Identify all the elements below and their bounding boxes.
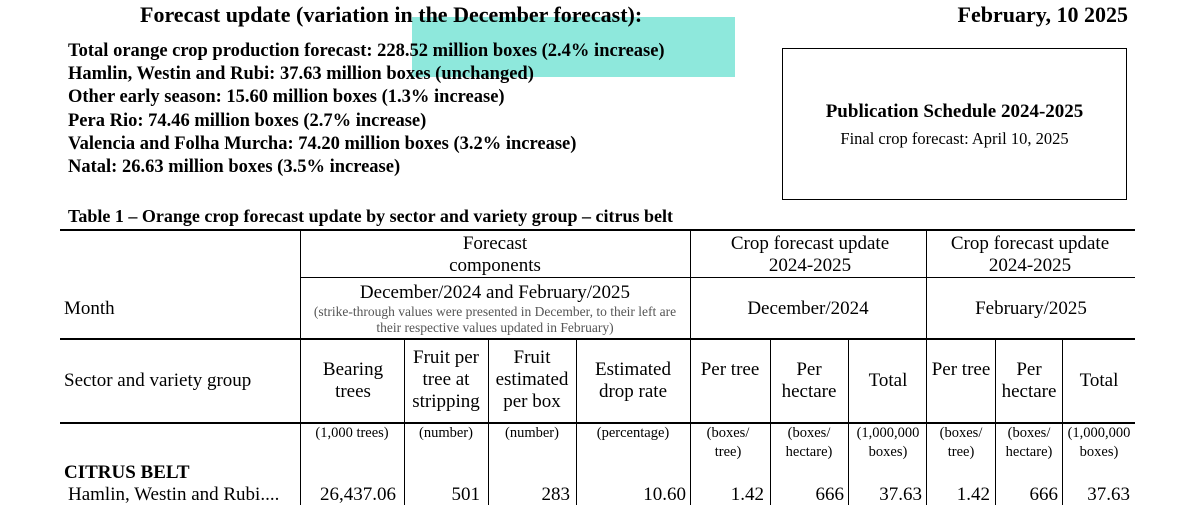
publication-title: Publication Schedule 2024-2025 — [825, 101, 1084, 122]
unit-fruit-per-tree: (number) — [419, 425, 473, 441]
summary-line-natal: Natal: 26.63 million boxes (3.5% increase) — [68, 157, 401, 178]
row-label: Hamlin, Westin and Rubi.... — [68, 484, 280, 505]
cell-dec-total: 37.63 — [879, 484, 922, 505]
table-col-divider — [770, 338, 771, 505]
cell-dec-per-tree: 1.42 — [730, 484, 764, 505]
summary-line-valencia: Valencia and Folha Murcha: 74.20 million boxes (3.2% increase) — [68, 133, 577, 154]
col-header-feb-total: Total — [1079, 370, 1119, 391]
section-label: CITRUS BELT — [64, 462, 190, 483]
col-header-fruit-per-tree: Fruit per tree at stripping — [412, 347, 480, 412]
unit-bearing-trees: (1,000 trees) — [315, 425, 389, 441]
publication-schedule-box — [782, 48, 1127, 200]
table-col-divider — [300, 230, 301, 505]
dec-feb-header: December/2024 and February/2025 — [359, 282, 631, 303]
unit-fruit-per-box: (number) — [505, 425, 559, 441]
table-col-divider — [926, 230, 927, 505]
unit-feb-per-tree: (boxes/ tree) — [939, 425, 983, 460]
cell-feb-total: 37.63 — [1087, 484, 1130, 505]
unit-feb-per-hectare: (boxes/ hectare) — [1005, 425, 1053, 460]
unit-dec-per-hectare: (boxes/ hectare) — [785, 425, 833, 460]
col-header-drop-rate: Estimated drop rate — [595, 359, 671, 402]
unit-feb-total: (1,000,000 boxes) — [1067, 425, 1131, 460]
december-2024-header: December/2024 — [747, 298, 869, 319]
table-col-divider — [404, 338, 405, 505]
col-header-dec-total: Total — [868, 370, 908, 391]
table-rule — [300, 277, 1135, 278]
forecast-summary — [68, 40, 665, 179]
forecast-components-header: Forecast components — [449, 233, 541, 276]
cell-dec-per-hectare: 666 — [815, 484, 844, 505]
publication-subtitle: Final crop forecast: April 10, 2025 — [840, 129, 1069, 148]
cell-fruit-per-box: 283 — [541, 484, 570, 505]
unit-drop-rate: (percentage) — [596, 425, 670, 441]
february-2025-header: February/2025 — [975, 298, 1087, 319]
cell-feb-per-tree: 1.42 — [956, 484, 990, 505]
strike-through-note: (strike-through values were presented in December, to their left are their respective values updated in February) — [313, 304, 677, 335]
cell-drop-rate: 10.60 — [643, 484, 686, 505]
table-col-divider — [576, 338, 577, 505]
table-col-divider — [995, 338, 996, 505]
table-col-divider — [848, 338, 849, 505]
cell-fruit-per-tree: 501 — [451, 484, 480, 505]
summary-line-pera: Pera Rio: 74.46 million boxes (2.7% increase) — [68, 110, 427, 131]
table-col-divider — [488, 338, 489, 505]
col-header-dec-per-tree: Per tree — [700, 359, 760, 380]
sector-variety-label: Sector and variety group — [64, 370, 252, 391]
summary-line-hamlin: Hamlin, Westin and Rubi: 37.63 million boxes (unchanged) — [68, 64, 534, 85]
summary-line-total: Total orange crop production forecast: 228.52 million boxes (2.4% increase) — [68, 41, 665, 61]
table-rule-top — [60, 229, 1135, 231]
month-label: Month — [64, 298, 115, 319]
cell-bearing-trees: 26,437.06 — [320, 484, 396, 505]
col-header-feb-per-hectare: Per hectare — [1001, 359, 1057, 402]
col-header-feb-per-tree: Per tree — [931, 359, 991, 380]
table-col-divider — [1062, 338, 1063, 505]
col-header-bearing-trees: Bearing trees — [322, 359, 384, 402]
table-rule — [60, 338, 1135, 340]
crop-update-header-2: Crop forecast update 2024-2025 — [950, 233, 1110, 276]
summary-line-early: Other early season: 15.60 million boxes (1.3% increase) — [68, 87, 505, 108]
cell-feb-per-hectare: 666 — [1029, 484, 1058, 505]
unit-dec-total: (1,000,000 boxes) — [856, 425, 920, 460]
report-date: February, 10 2025 — [957, 2, 1128, 27]
col-header-fruit-per-box: Fruit estimated per box — [495, 347, 569, 412]
crop-update-header-1: Crop forecast update 2024-2025 — [730, 233, 890, 276]
page-title: Forecast update (variation in the December forecast): — [140, 2, 643, 27]
table-col-divider — [690, 230, 691, 505]
col-header-dec-per-hectare: Per hectare — [781, 359, 837, 402]
unit-dec-per-tree: (boxes/ tree) — [706, 425, 750, 460]
table-caption: Table 1 – Orange crop forecast update by sector and variety group – citrus belt — [68, 206, 673, 226]
